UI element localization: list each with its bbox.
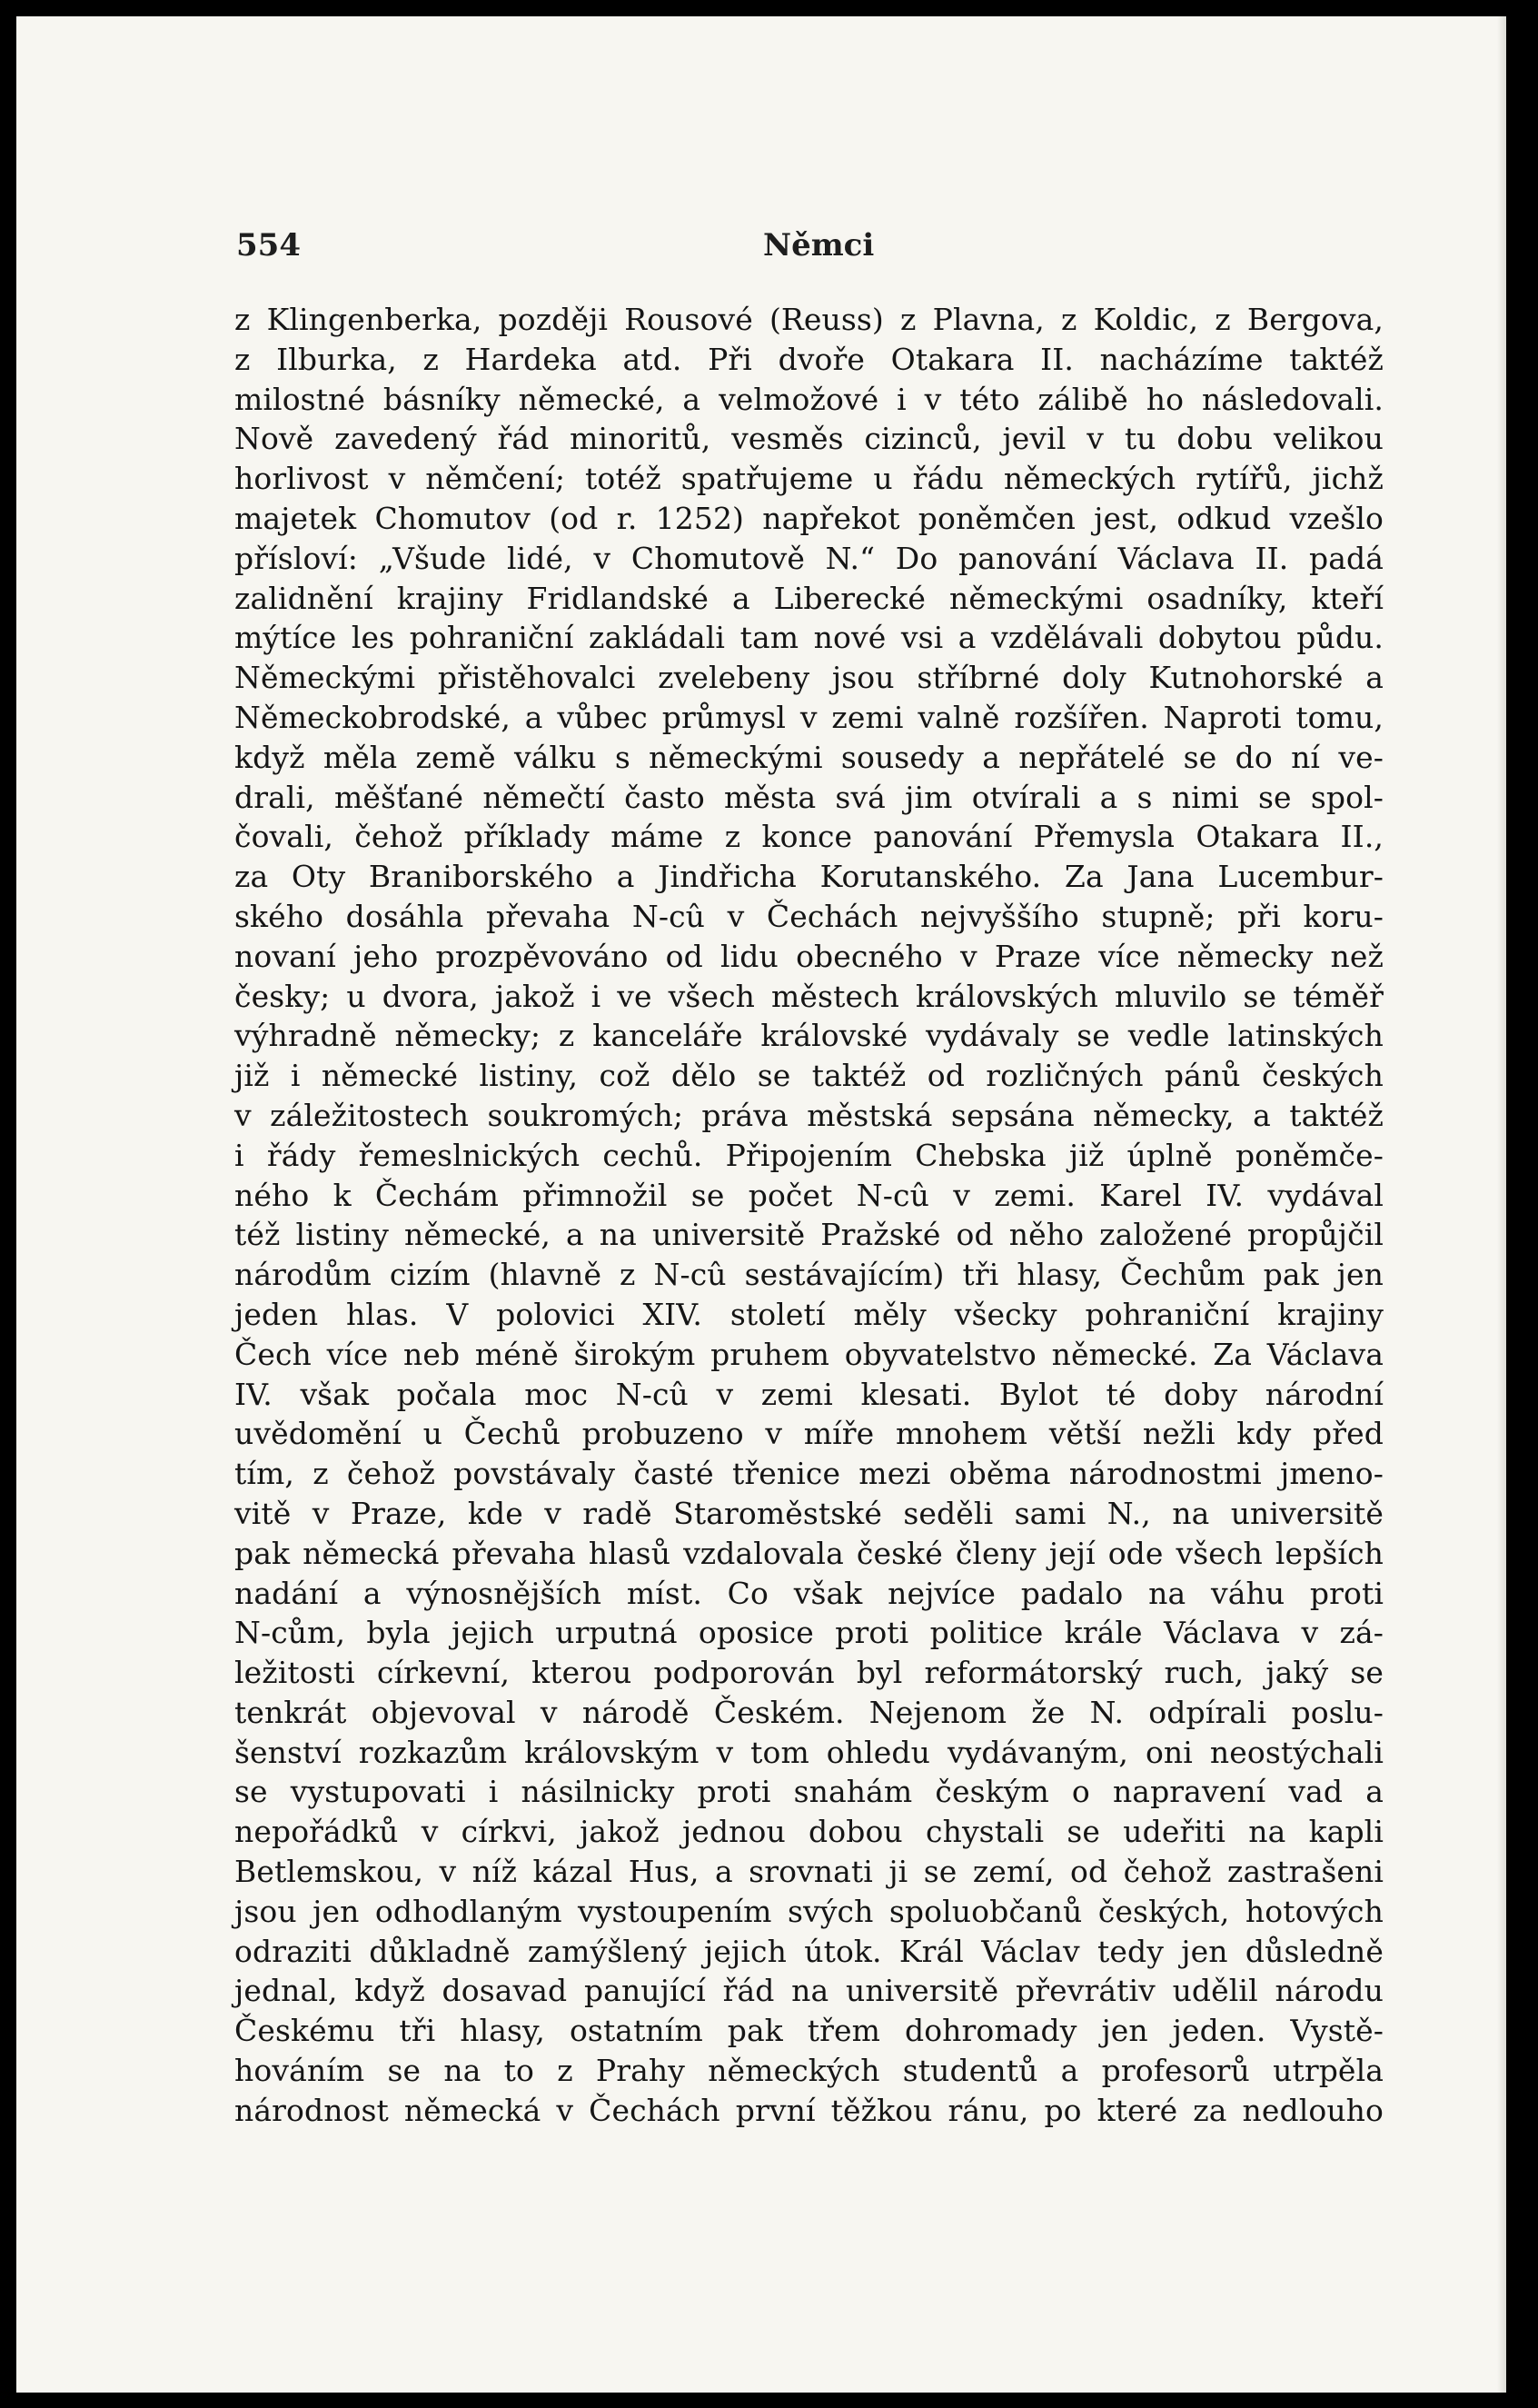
text-line: když měla země válku s německými sousedy a nepřátelé se do ní ve- — [234, 739, 1384, 775]
text-line: z Klingenberka, později Rousové (Reuss) z Plavna, z Koldic, z Bergova, — [234, 302, 1384, 337]
body-text — [234, 300, 1384, 2131]
text-line: Betlemskou, v níž kázal Hus, a srovnati ji se zemí, od čehož zastrašeni — [234, 1854, 1384, 1890]
page-header — [236, 227, 875, 273]
text-line: za Oty Braniborského a Jindřicha Korutanského. Za Jana Lucembur- — [234, 859, 1384, 895]
text-line: jeden hlas. V polovici XIV. století měly všecky pohraniční krajiny — [234, 1296, 1384, 1332]
text-line: tenkrát objevoval v národě Českém. Nejenom že N. odpírali poslu- — [234, 1694, 1384, 1730]
text-line: Německými přistěhovalci zvelebeny jsou stříbrné doly Kutnohorské a — [234, 660, 1384, 696]
text-line: N-cům, byla jejich urputná oposice proti politice krále Václava v zá- — [234, 1615, 1384, 1651]
text-line: vitě v Praze, kde v radě Staroměstské seděli sami N., na universitě — [234, 1495, 1384, 1531]
text-line: pak německá převaha hlasů vzdalovala české členy její ode všech lepších — [234, 1535, 1384, 1571]
text-line: Německobrodské, a vůbec průmysl v zemi valně rozšířen. Naproti tomu, — [234, 699, 1384, 735]
text-line: se vystupovati i násilnicky proti snahám českým o napravení vad a — [234, 1774, 1384, 1810]
text-line: Čech více neb méně širokým pruhem obyvatelstvo německé. Za Václava — [234, 1336, 1384, 1372]
book-page — [16, 16, 1506, 2393]
text-line: IV. však počala moc N-cû v zemi klesati. Bylot té doby národní — [234, 1376, 1384, 1412]
text-line: národnost německá v Čechách první těžkou ránu, po které za nedlouho — [234, 2092, 1384, 2128]
text-line: nepořádků v církvi, jakož jednou dobou chystali se udeřiti na kapli — [234, 1814, 1384, 1850]
text-line: jsou jen odhodlaným vystoupením svých spoluobčanů českých, hotových — [234, 1893, 1384, 1929]
text-line: nadání a výnosnějších míst. Co však nejvíce padalo na váhu proti — [234, 1575, 1384, 1611]
page-edge-shadow — [1497, 16, 1506, 2393]
text-line: čovali, čehož příklady máme z konce panování Přemysla Otakara II., — [234, 819, 1384, 855]
text-line: milostné básníky německé, a velmožové i v této zálibě ho následovali. — [234, 381, 1384, 417]
text-line: tím, z čehož povstávaly časté třenice mezi oběma národnostmi jmeno- — [234, 1456, 1384, 1492]
text-line: ského dosáhla převaha N-cû v Čechách nejvyššího stupně; při koru- — [234, 898, 1384, 934]
text-line: i řády řemeslnických cechů. Připojením Chebska již úplně poněmče- — [234, 1137, 1384, 1173]
text-line: výhradně německy; z kanceláře královské vydávaly se vedle latinských — [234, 1018, 1384, 1054]
text-line: v záležitostech soukromých; práva městská sepsána německy, a taktéž — [234, 1097, 1384, 1133]
text-line: Nově zavedený řád minoritů, vesměs cizinců, jevil v tu dobu velikou — [234, 421, 1384, 457]
text-line: šenství rozkazům královským v tom ohledu vydávaným, oni neostýchali — [234, 1734, 1384, 1770]
text-line: drali, měšťané němečtí často města svá jim otvírali a s nimi se spol- — [234, 779, 1384, 815]
text-line: ného k Čechám přimnožil se počet N-cû v zemi. Karel IV. vydával — [234, 1177, 1384, 1213]
text-line: novaní jeho prozpěvováno od lidu obecného v Praze více německy než — [234, 938, 1384, 974]
text-line: odraziti důkladně zamýšlený jejich útok. Král Václav tedy jen důsledně — [234, 1933, 1384, 1969]
text-line: hováním se na to z Prahy německých studentů a profesorů utrpěla — [234, 2053, 1384, 2089]
text-line: mýtíce les pohraniční zakládali tam nové vsi a vzdělávali dobytou půdu. — [234, 620, 1384, 656]
text-line: horlivost v němčení; totéž spatřujeme u řádu německých rytířů, jichž — [234, 461, 1384, 497]
text-line: zalidnění krajiny Fridlandské a Liberecké německými osadníky, kteří — [234, 580, 1384, 616]
text-line: přísloví: „Všude lidé, v Chomutově N.“ Do panování Václava II. padá — [234, 540, 1384, 576]
text-line: též listiny německé, a na universitě Pražské od něho založené propůjčil — [234, 1217, 1384, 1253]
text-line: z Ilburka, z Hardeka atd. Při dvoře Otakara II. nacházíme taktéž — [234, 341, 1384, 377]
running-title: Němci — [763, 227, 875, 264]
text-line: již i německé listiny, což dělo se taktéž od rozličných pánů českých — [234, 1058, 1384, 1094]
text-line: uvědomění u Čechů probuzeno v míře mnohem větší nežli kdy před — [234, 1416, 1384, 1452]
text-line: národům cizím (hlavně z N-cû sestávajícím) tři hlasy, Čechům pak jen — [234, 1257, 1384, 1293]
text-line: Českému tři hlasy, ostatním pak třem dohromady jen jeden. Vystě- — [234, 2013, 1384, 2049]
text-line: ležitosti církevní, kterou podporován byl reformátorský ruch, jaký se — [234, 1655, 1384, 1691]
text-line: česky; u dvora, jakož i ve všech městech královských mluvilo se téměř — [234, 978, 1384, 1014]
page-number: 554 — [236, 227, 301, 264]
text-line: majetek Chomutov (od r. 1252) napřekot poněmčen jest, odkud vzešlo — [234, 500, 1384, 536]
text-line: jednal, když dosavad panující řád na universitě převrátiv udělil národu — [234, 1973, 1384, 2009]
